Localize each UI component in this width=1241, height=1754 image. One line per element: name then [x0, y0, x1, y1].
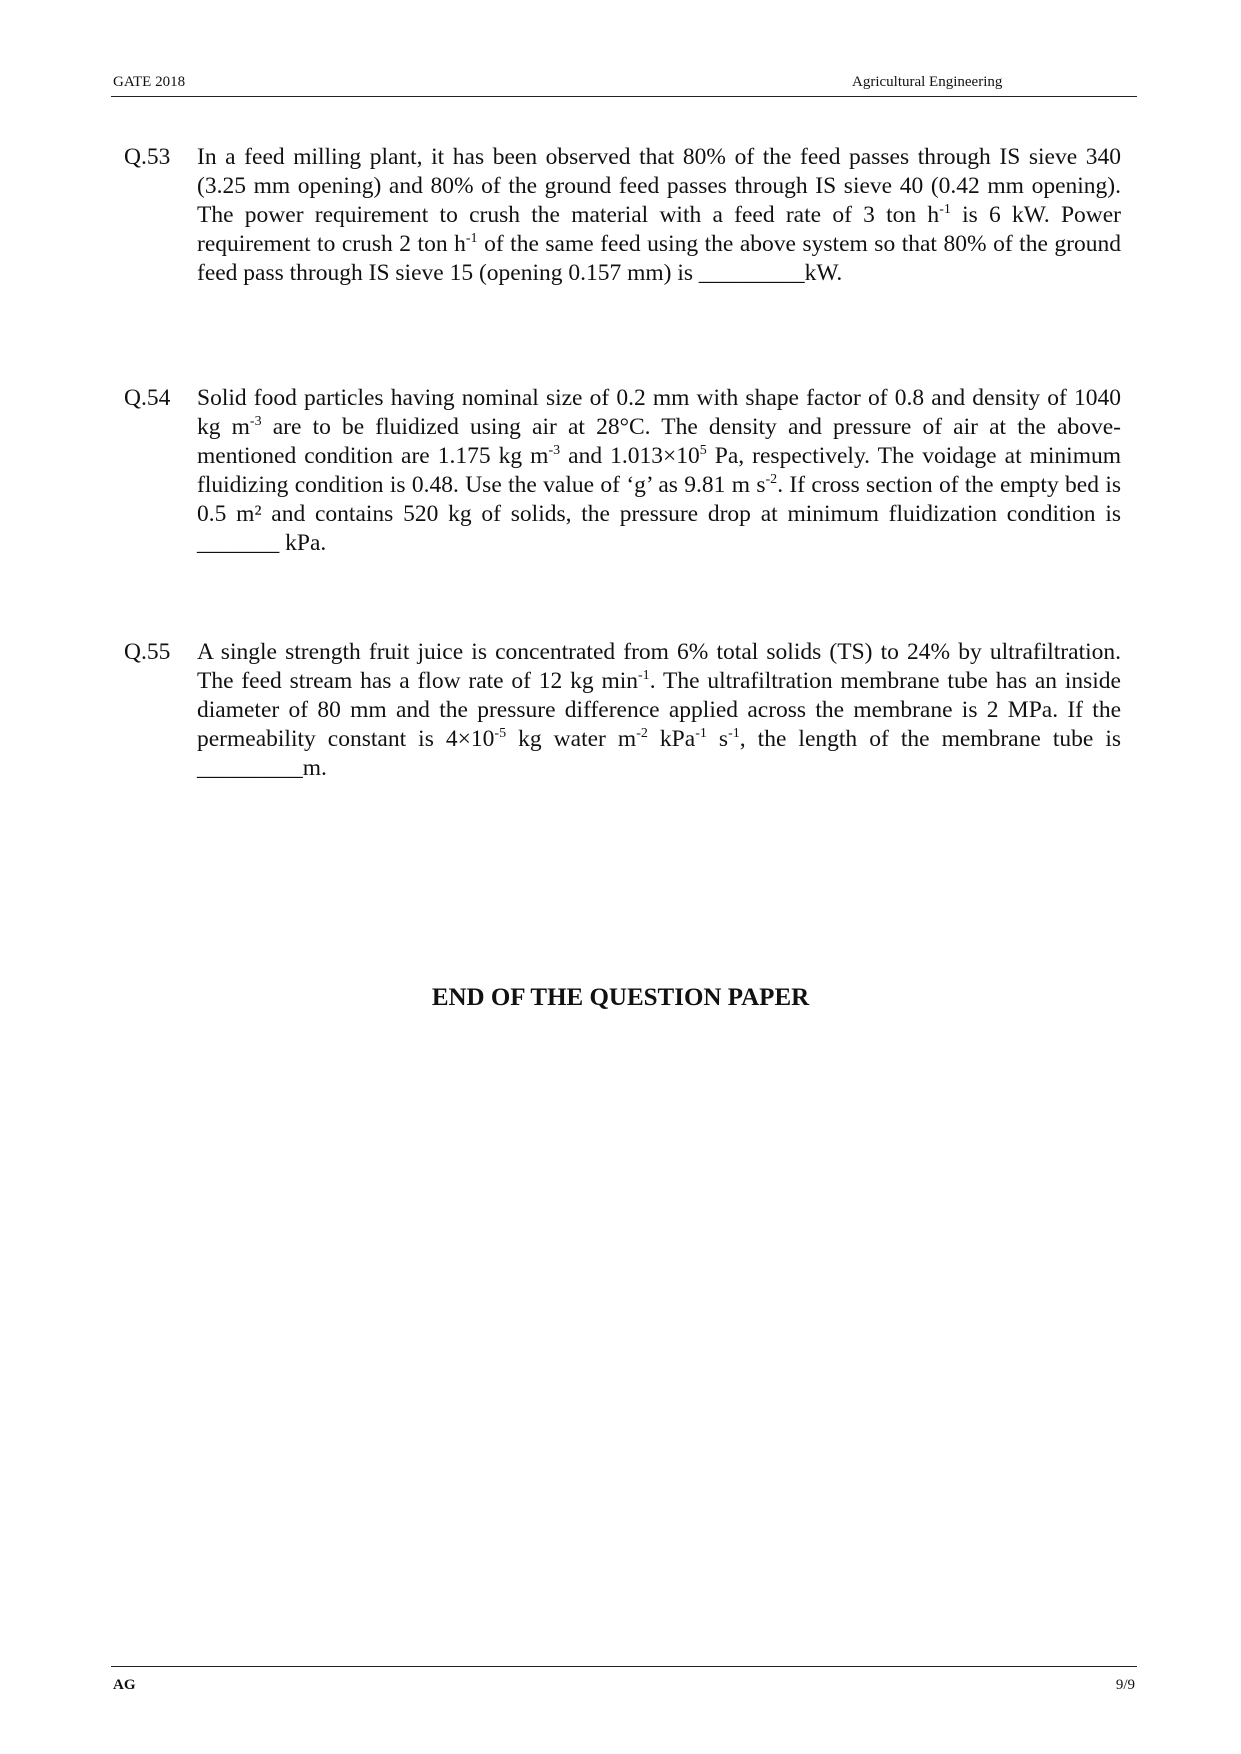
question-54: [124, 384, 1121, 558]
question-text: Solid food particles having nominal size of 0.2 mm with shape factor of 0.8 and density of 1040 kg $m^{-3}$ are to be fluidized using air at 28°C. The density and pressure of air at the above-mentioned condition are 1.175 kg $m^{-3}$ and $1.013\times 10^5$ Pa, respectively. The voidage at minimum fluidizing condition is 0.48. Use the value of ‘g’ as 9.81 m $s^{-2}$. If cross section of the empty bed is 0.5 m² and contains 520 kg of solids, the pressure drop at minimum fluidization condition is _______ kPa.: [197, 385, 1122, 556]
question-number: Q.53: [124, 144, 171, 170]
question-55: [124, 638, 1121, 783]
page-number: 9/9: [1115, 1677, 1135, 1693]
page-footer: [111, 1666, 1137, 1693]
question-number: Q.55: [124, 639, 171, 665]
end-of-paper-heading: END OF THE QUESTION PAPER: [431, 984, 810, 1011]
subject-title: Agricultural Engineering: [852, 74, 1003, 90]
question-text: In a feed milling plant, it has been observed that 80% of the feed passes through IS sieve 340 (3.25 mm opening) and 80% of the ground feed passes through IS sieve 40 (0.42 mm opening). The power requirement to crush the material with a feed rate of 3 ton $h^{-1}$ is 6 kW. Power requirement to crush 2 ton $h^{-1}$ of the same feed using the above system so that 80% of the ground feed pass through IS sieve 15 (opening 0.157 mm) is _________kW.: [197, 144, 1121, 286]
page-header: [111, 74, 1137, 97]
question-number: Q.54: [124, 385, 171, 411]
question-text: A single strength fruit juice is concentrated from 6% total solids (TS) to 24% by ultrafiltration. The feed stream has a flow rate of 12 kg $\min^{-1}$. The ultrafiltration membrane tube has an inside diameter of 80 mm and the pressure difference applied across the membrane is 2 MPa. If the permeability constant is $4\times 10^{-5}$ kg water $m^{-2}$ kPa$^{-1}$ $s^{-1}$, the length of the membrane tube is _________m.: [197, 639, 1122, 781]
paper-code: AG: [113, 1677, 136, 1693]
question-53: [124, 143, 1121, 288]
exam-title: GATE 2018: [113, 74, 186, 90]
